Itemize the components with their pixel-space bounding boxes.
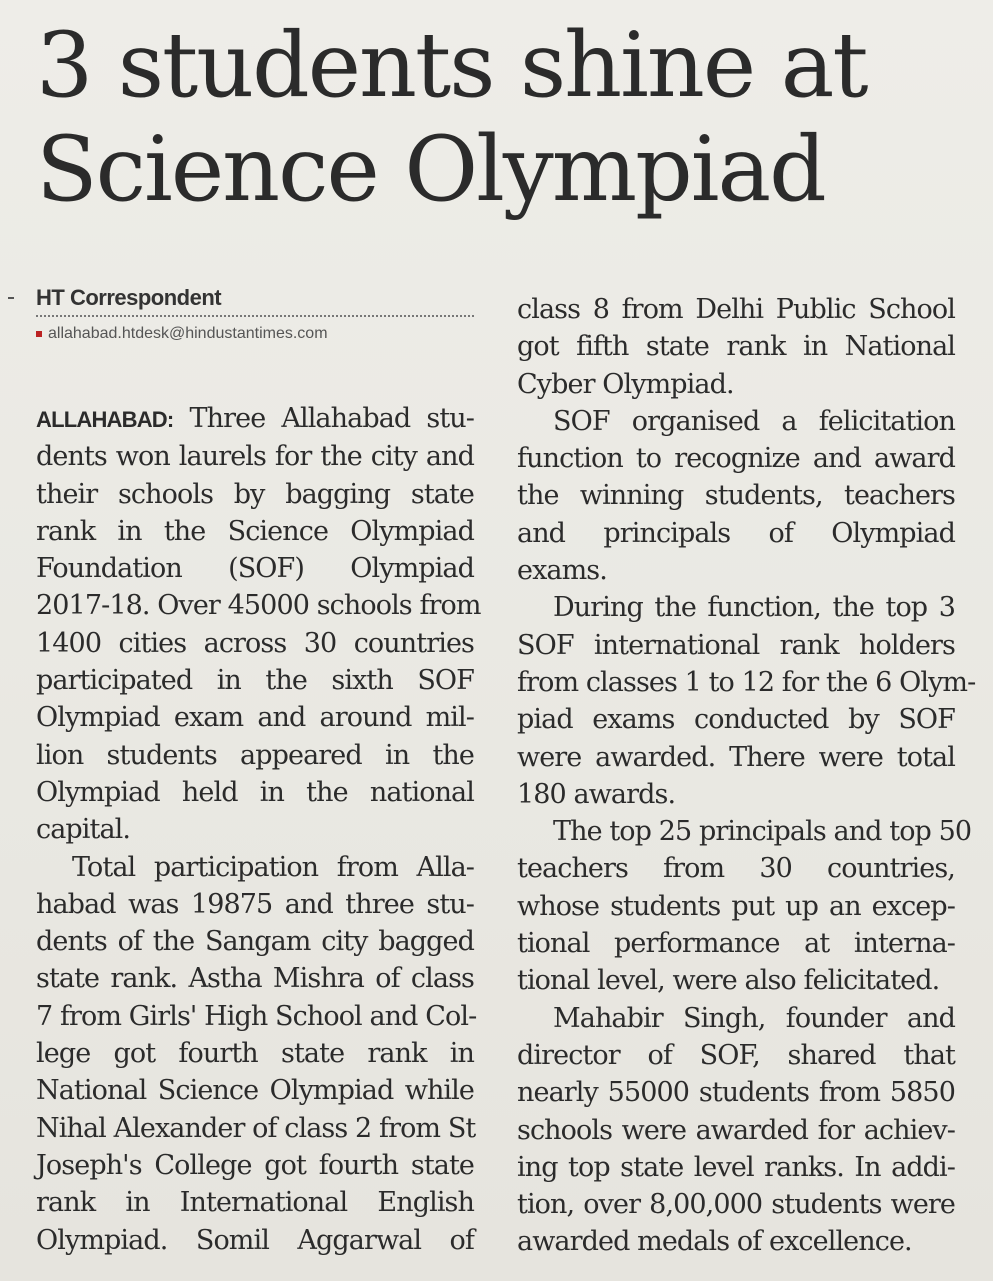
article-line: National Science Olympiad while [36, 1075, 474, 1107]
article-line: rank in International English [36, 1187, 474, 1219]
article-line: dents won laurels for the city and [36, 441, 474, 473]
article-line: and principals of Olympiad [517, 517, 955, 549]
article-line: tional level, were also felicitated. [517, 965, 940, 997]
bullet-mark [8, 297, 14, 299]
article-line: the winning students, teachers [517, 480, 955, 512]
article-line: state rank. Astha Mishra of class [36, 963, 474, 995]
article-line: director of SOF, shared that [517, 1039, 955, 1071]
article-line: Nihal Alexander of class 2 from St [36, 1112, 476, 1144]
article-line: nearly 55000 students from 5850 [517, 1077, 955, 1109]
article-line: Mahabir Singh, founder and [553, 1002, 955, 1034]
article-line: 7 from Girls' High School and Col- [36, 1000, 477, 1032]
article-line: 180 awards. [517, 778, 676, 810]
article-line: Foundation (SOF) Olympiad [36, 553, 474, 585]
email-bullet-icon [36, 331, 42, 337]
article-line: lege got fourth state rank in [36, 1038, 474, 1070]
article-line: schools were awarded for achiev- [517, 1114, 955, 1146]
headline-line-1: 3 students shine at [36, 13, 867, 118]
byline [36, 285, 474, 343]
article-line: The top 25 principals and top 50 [553, 816, 972, 848]
article-line: Olympiad. Somil Aggarwal of [36, 1224, 474, 1256]
article-line: Cyber Olympiad. [517, 368, 734, 400]
article-line: habad was 19875 and three stu- [36, 888, 474, 920]
article-line: teachers from 30 countries, [517, 853, 955, 885]
author-email-row [36, 325, 474, 343]
article-line: got fifth state rank in National [517, 331, 955, 363]
article-column-right [517, 291, 976, 1261]
article-line: tional performance at interna- [517, 928, 955, 960]
article-line: participated in the sixth SOF [36, 665, 474, 697]
author-name: HT Correspondent [36, 285, 474, 317]
article-line: exams. [517, 555, 607, 587]
article-line: their schools by bagging state [36, 478, 474, 510]
article-line: function to recognize and award [517, 443, 955, 475]
article-line: 2017-18. Over 45000 schools from [36, 590, 481, 622]
author-email: allahabad.htdesk@hindustantimes.com [48, 325, 328, 342]
headline [36, 14, 956, 222]
article-line: capital. [36, 814, 131, 846]
article-line: Olympiad exam and around mil- [36, 702, 474, 734]
article-line: During the function, the top 3 [553, 592, 955, 624]
article-line: whose students put up an excep- [517, 890, 955, 922]
article-line: Joseph's College got fourth state [36, 1149, 474, 1181]
article-line: 1400 cities across 30 countries [36, 627, 474, 659]
article-line: rank in the Science Olympiad [36, 515, 474, 547]
article-line: dents of the Sangam city bagged [36, 926, 474, 958]
article-line: SOF international rank holders [517, 629, 955, 661]
article-line: Total participation from Alla- [72, 851, 474, 883]
article-line: awarded medals of excellence. [517, 1226, 912, 1258]
article-line: piad exams conducted by SOF [517, 704, 955, 736]
article-column-left [36, 400, 481, 1259]
article-line: SOF organised a felicitation [553, 405, 955, 437]
headline-line-2: Science Olympiad [36, 117, 825, 222]
article-line: class 8 from Delhi Public School [517, 294, 955, 325]
article-line: from classes 1 to 12 for the 6 Olym- [517, 666, 976, 698]
article-line: Olympiad held in the national [36, 776, 474, 808]
article-line: ing top state level ranks. In addi- [517, 1151, 955, 1183]
article-line: tion, over 8,00,000 students were [517, 1189, 955, 1221]
article-line: lion students appeared in the [36, 739, 474, 771]
article-line: ALLAHABAD: Three Allahabad stu- [36, 403, 474, 434]
article-line: were awarded. There were total [517, 741, 955, 773]
dateline: ALLAHABAD: [36, 407, 174, 432]
